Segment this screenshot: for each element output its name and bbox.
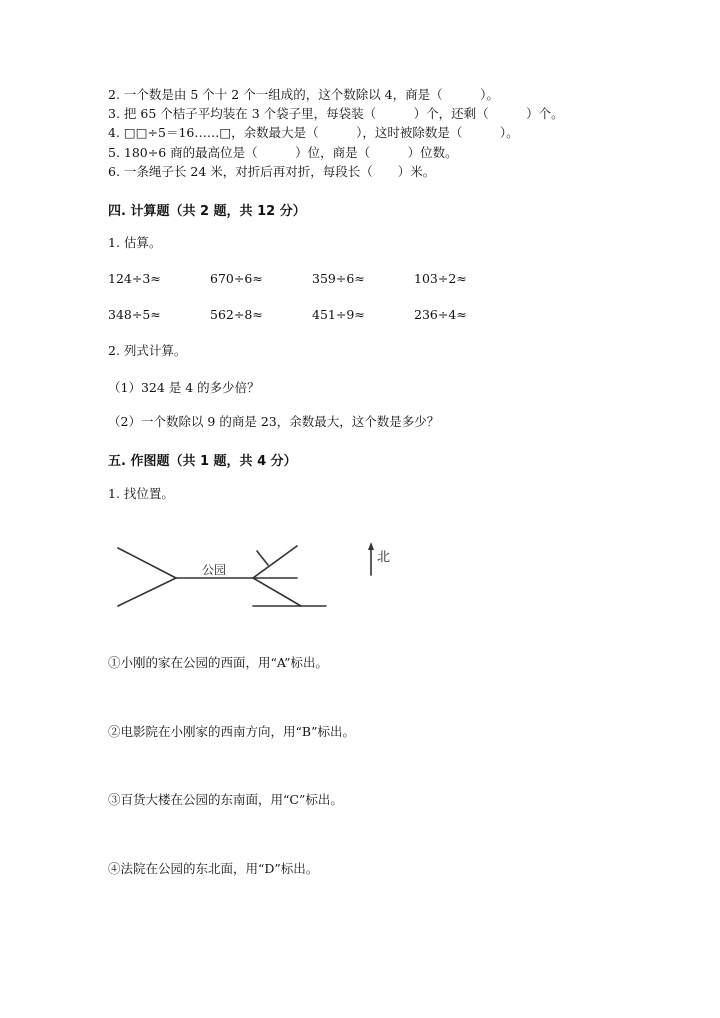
sub-question: （2）一个数除以 9 的商是 23，余数最大，这个数是多少？: [108, 414, 440, 429]
estimate-item: 670÷6≈: [210, 271, 263, 286]
question-label: 2. 列式计算。: [108, 343, 187, 358]
estimate-item: 562÷8≈: [210, 307, 263, 322]
drawing-task: ②电影院在小刚家的西南方向，用“B”标出。: [108, 724, 355, 739]
estimate-item: 451÷9≈: [312, 307, 365, 322]
map-road: [253, 578, 301, 606]
question-label: 1. 估算。: [108, 235, 162, 250]
map-road: [257, 551, 268, 565]
question-item: 4. □□÷5＝16……□，余数最大是（ ），这时被除数是（ ）。: [108, 125, 519, 140]
drawing-task: ③百货大楼在公园的东南面，用“C”标出。: [108, 792, 343, 807]
drawing-task: ④法院在公园的东北面，用“D”标出。: [108, 861, 319, 876]
question-item: 6. 一条绳子长 24 米，对折后再对折，每段长（ ）米。: [108, 164, 436, 179]
question-item: 3. 把 65 个桔子平均装在 3 个袋子里，每袋装（ ）个，还剩（ ）个。: [108, 106, 564, 121]
section-heading: 四. 计算题（共 2 题，共 12 分）: [108, 204, 306, 219]
map-north-label: 北: [377, 550, 391, 565]
question-item: 2. 一个数是由 5 个十 2 个一组成的，这个数除以 4，商是（ ）。: [108, 87, 499, 102]
map-road: [118, 578, 176, 606]
question-item: 5. 180÷6 商的最高位是（ ）位，商是（ ）位数。: [108, 145, 458, 160]
map-park-label: 公园: [202, 563, 227, 577]
estimate-item: 103÷2≈: [414, 271, 467, 286]
north-arrow-head-icon: [368, 542, 374, 550]
estimate-item: 124÷3≈: [108, 271, 161, 286]
map-road: [118, 548, 176, 578]
question-label: 1. 找位置。: [108, 486, 174, 501]
estimate-item: 348÷5≈: [108, 307, 161, 322]
sub-question: （1）324 是 4 的多少倍？: [108, 380, 260, 395]
section-heading: 五. 作图题（共 1 题，共 4 分）: [108, 454, 297, 469]
drawing-task: ①小刚的家在公园的西面，用“A”标出。: [108, 655, 328, 670]
estimate-item: 359÷6≈: [312, 271, 365, 286]
map-road: [253, 546, 297, 578]
estimate-item: 236÷4≈: [414, 307, 467, 322]
